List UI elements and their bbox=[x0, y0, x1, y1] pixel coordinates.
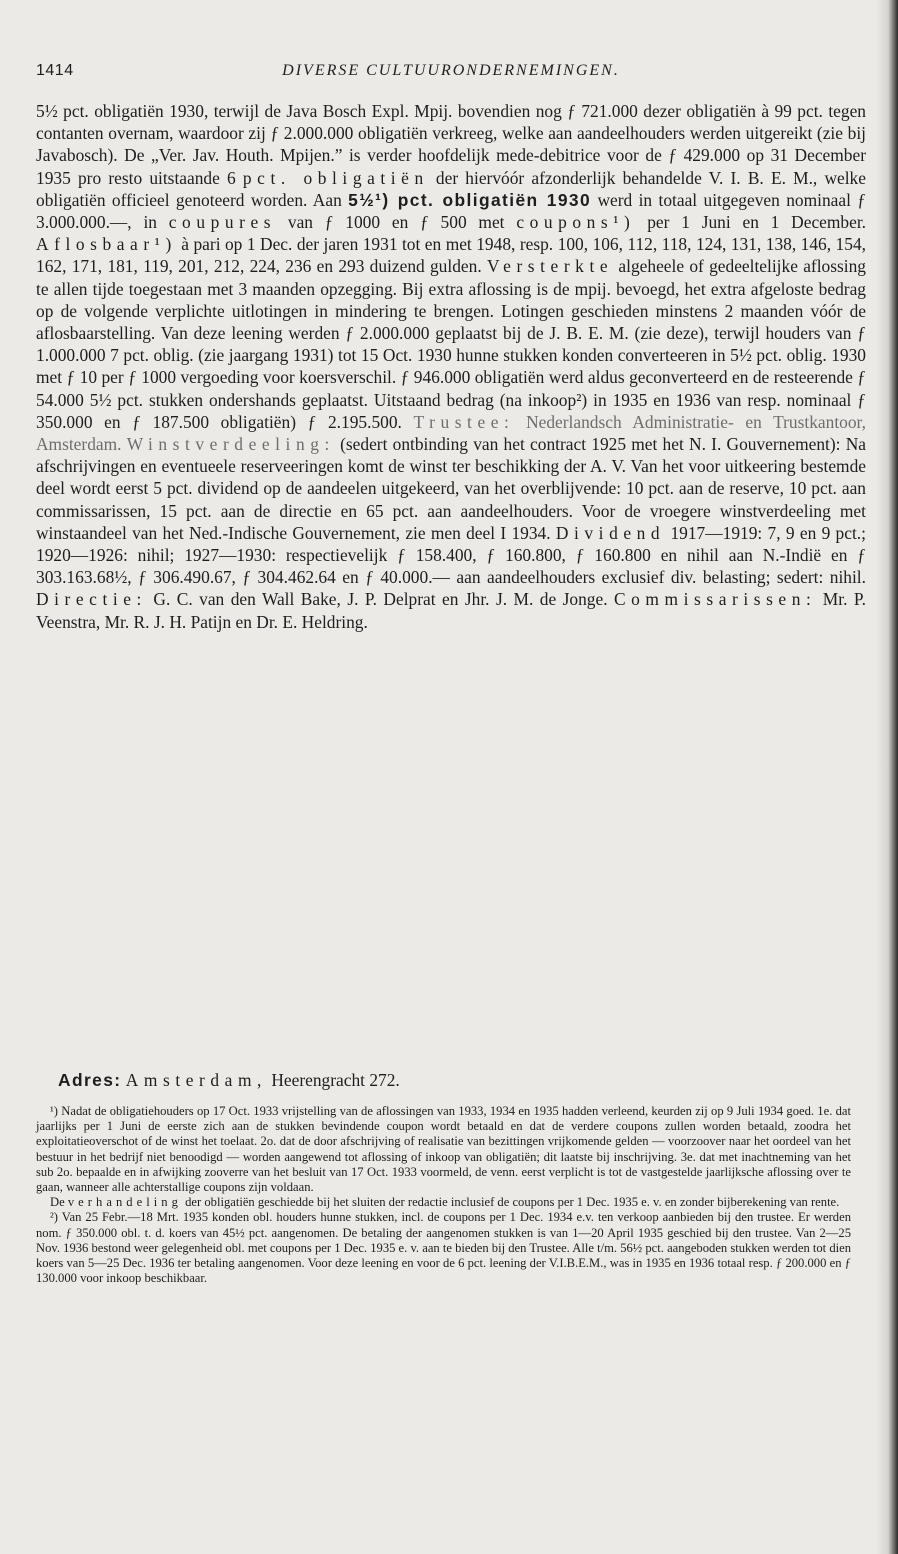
text-segment: 5½ pct. obligatiën 1930, terwijl de Java Bosch Expl. Mpij. bovendien nog ƒ 721.000 dezer obligatiën à 99 pct. tegen contanten overnam, waardoor zij ƒ 2.000.000 obligatiën verkreeg, welke aan aandeelhouders werden uitgereikt (zie bij Javabosch). De „Ver. Jav. Houth. Mpijen.” is verder hoofdelijk mede-debitrice voor de ƒ 429.000 op 31 December 1935 pro resto uitstaande 6 bbox=[36, 101, 866, 188]
text-segment: à pari op 1 Dec. der jaren 1931 tot en met 1948, resp. 100, 106, 112, 118, 124, 131, 138, 146, 154, 162, 171, 181, 119, 201, 212, 224, 236 en 293 duizend gulden. bbox=[36, 234, 866, 277]
text-segment: Nederlandsch Administratie- en Trustkantoor, Amsterdam. bbox=[36, 411, 866, 455]
footnote-text: Van 25 Febr.—18 Mrt. 1935 konden obl. houders hunne stukken, incl. de coupons per 1 Dec. 1934 e.v. ten verkoop aanbieden bij den trustee. Er werden nom. ƒ 350.000 obl. t. d. koers van 45½ pct. aangenomen. De betaling der aangenomen stukken is van 1—20 April 1935 geschied bij den trustee. Van 2—25 Nov. 1936 bestond weer gelegenheid obl. met coupons per 1 Dec. 1935 e. v. aan te bieden bij den Trustee. Alle t/m. 56½ pct. aangeboden stukken werden tot dien koers van 5—25 Dec. 1936 ter betaling aangenomen. Voor deze leening en voor de 6 pct. leening der V.I.B.E.M., was in 1935 en 1936 totaal resp. ƒ 200.000 en ƒ 130.000 voor inkoop beschikbaar. bbox=[36, 1210, 852, 1286]
main-paragraph bbox=[36, 100, 866, 633]
bond-heading: 5½¹) pct. obligatiën 1930 bbox=[348, 189, 592, 210]
footnotes bbox=[36, 1104, 851, 1286]
page-edge-shadow bbox=[876, 0, 898, 1554]
footnote-marker: ²) bbox=[50, 1210, 58, 1225]
footnote-text: Nadat de obligatiehouders op 17 Oct. 1933 vrijstelling van de aflossingen van 1933, 1934 en 1935 hadden verleend, keurden zij op 9 Juli 1934 goed. 1e. dat jaarlijks per 1 Juni de eerste zich aan de stukken bevindende coupon wordt betaald en dat de verdere coupons zullen worden betaald, zoodra het exploitatieoverschot of de winst het toelaat. 2o. dat de door afschrijving of realisatie van bezittingen vrijkomende gelden — voorzoover naar het oordeel van het bestuur in het bedrijf niet benoodigd — worden aangewend tot aflossing of inkoop van obligatiën; dit laatste bij inschrijving. 3e. dat met inachtneming van het sub 2o. bepaalde en in afwijking zooverre van het besluit van 17 Oct. 1933 voormeld, de venn. eerst verplicht is tot de vastgestelde jaarlijksche aflossing over te gaan, wanneer alle achterstallige coupons zijn voldaan. bbox=[36, 1104, 851, 1195]
spaced-term: Versterkte bbox=[486, 256, 614, 277]
spaced-term: Directie: bbox=[36, 589, 147, 610]
footnote-2 bbox=[36, 1210, 851, 1286]
text-segment: 1917—1919: 7, 9 en 9 pct.; 1920—1926: nihil; 1927—1930: respectievelijk ƒ 158.400, ƒ 160.800, ƒ 160.800 en nihil aan N.-Indië en ƒ 303.163.68½, ƒ 306.490.67, ƒ 304.462.64 en ƒ 40.000.— aan aandeelhouders exclusief div. belasting; sedert: nihil. bbox=[36, 522, 866, 588]
spaced-term: Trustee: bbox=[413, 411, 515, 432]
page-header bbox=[36, 62, 866, 86]
spaced-term: coupons¹) bbox=[516, 212, 636, 233]
footnote-marker: ¹) bbox=[50, 1104, 58, 1118]
text-segment: (sedert ontbinding van het contract 1925 met het N. I. Gouvernement): Na afschrijvingen en eventueele reserveeringen komt de winst ter beschikking der A. V. Van het voor uitkeering bestemde deel wordt eerst 5 pct. dividend op de aandeelen uitgekeerd, van het overblijvende: 10 pct. aan de reserve, 10 pct. aan commissarissen, 15 pct. aan de directie en 65 pct. aan aandeelhouders. Voor de vroegere winstverdeeling met winstaandeel van het Ned.-Indische Gouvernement, zie men deel I 1934. bbox=[36, 434, 866, 543]
spaced-term: coupures bbox=[168, 212, 277, 233]
page-number: 1414 bbox=[36, 62, 74, 79]
address-line bbox=[58, 1069, 866, 1091]
address-label: Adres: bbox=[58, 1070, 122, 1090]
text-segment: algeheele of gedeeltelijke aflossing te allen tijde toegestaan met 3 maanden opzegging. Bij extra aflossing is de mpij. bevoegd, het extra afgeloste bedrag op de volgende verplichte uitlotingen in mindering te brengen. Lotingen geschieden minstens 2 maanden vóór de aflosbaarstelling. Van deze leening werden ƒ 2.000.000 geplaatst bij de J. B. E. M. (zie deze), terwijl houders van ƒ 1.000.000 7 pct. oblig. (zie jaargang 1931) tot 15 Oct. 1930 hunne stukken konden converteeren in 5½ pct. oblig. 1930 met ƒ 10 per ƒ 1000 vergoeding voor koersverschil. ƒ 946.000 obligatiën werd aldus geconverteerd en de resteerende ƒ 54.000 5½ pct. stukken ondershands geplaatst. Uitstaand bedrag (na inkoop²) in 1935 en 1936 van resp. nominaal ƒ 350.000 en ƒ 187.500 obligatiën) ƒ 2.195.500. bbox=[36, 256, 866, 432]
spaced-term: Dividend bbox=[555, 522, 666, 543]
spaced-term: Aflosbaar¹) bbox=[36, 234, 177, 255]
running-head: DIVERSE CULTUURONDERNEMINGEN. bbox=[282, 62, 620, 79]
address-street: Heerengracht 272. bbox=[266, 1070, 400, 1090]
spaced-term: Commissarissen: bbox=[614, 589, 817, 610]
text-segment: der hiervóór afzonderlijk behandelde V. I. B. E. M., welke obligatiën officieel genoteerd worden. Aan bbox=[36, 167, 866, 210]
footnote-text: der obligatiën geschiedde bij het sluiten der redactie inclusief de coupons per 1 Dec. 1935 e. v. en zonder bijberekening van rente. bbox=[181, 1195, 840, 1210]
address-city: Amsterdam, bbox=[125, 1070, 267, 1090]
spaced-term: Winstverdeeling: bbox=[126, 434, 335, 455]
spaced-term: pct. obligatiën bbox=[242, 167, 429, 188]
text-segment: G. C. van den Wall Bake, J. P. Delprat en Jhr. J. M. de Jonge. bbox=[146, 589, 614, 610]
text-segment: werd in totaal uitgegeven nominaal ƒ 3.000.000.—, in bbox=[36, 189, 866, 233]
spaced-term: verhandeling bbox=[67, 1195, 182, 1210]
text-segment: per 1 Juni en 1 December. bbox=[635, 212, 867, 233]
text-segment: Mr. P. Veenstra, Mr. R. J. H. Patijn en Dr. E. Heldring. bbox=[36, 589, 866, 632]
footnote-text: De bbox=[50, 1195, 68, 1210]
footnote-1 bbox=[36, 1104, 851, 1195]
text-segment: van ƒ 1000 en ƒ 500 met bbox=[276, 212, 517, 233]
main-text bbox=[36, 100, 866, 633]
footnote-1-continued bbox=[36, 1195, 851, 1210]
